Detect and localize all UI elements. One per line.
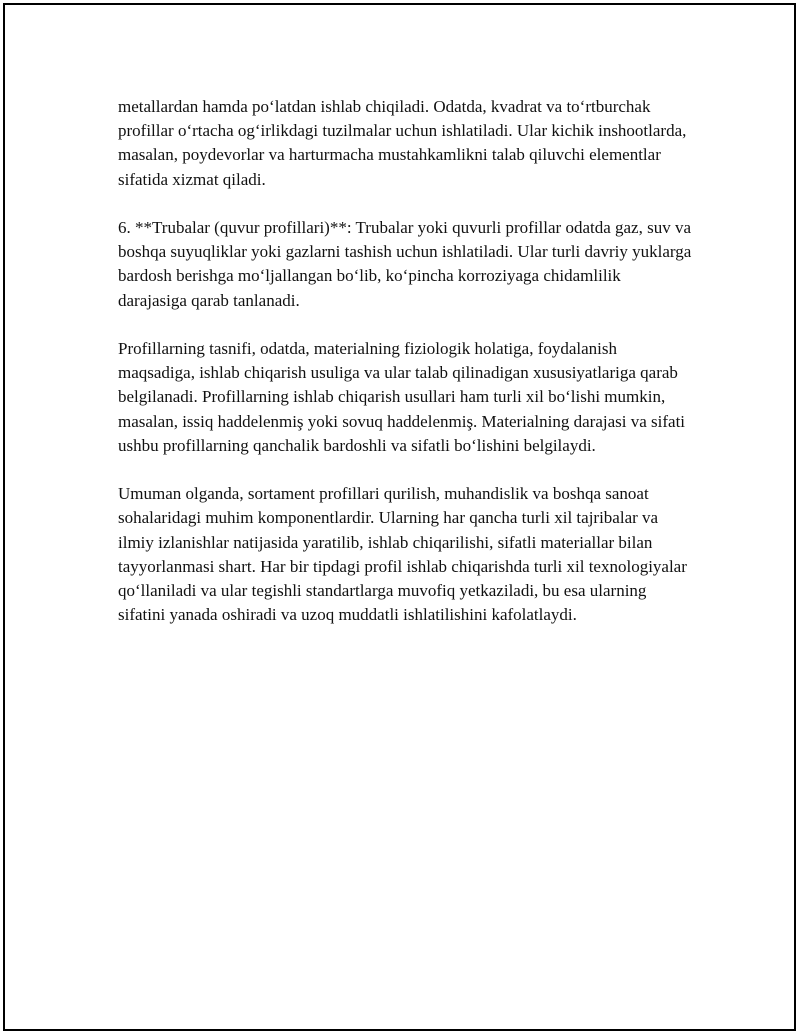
paragraph-tube-profiles: 6. **Trubalar (quvur profillari)**: Trubalar yoki quvurli profillar odatda gaz, suv va boshqa suyuqliklar yoki gazlarni tashish uchun ishlatiladi. Ular turli davriy yuklarga bardosh berishga mo‘ljallangan bo‘lib, ko‘pincha korroziyaga chidamlilik darajasiga qarab tanlanadi. bbox=[118, 218, 692, 310]
document-page bbox=[3, 3, 796, 1031]
paragraph-metal-profiles: metallardan hamda po‘latdan ishlab chiqiladi. Odatda, kvadrat va to‘rtburchak profillar o‘rtacha og‘irlikdagi tuzilmalar uchun ishlatiladi. Ular kichik inshootlarda, masalan, poydevorlar va harturmacha mustahkamlikni talab qiluvchi elementlar sifatida xizmat qiladi. bbox=[118, 97, 687, 189]
paragraph-conclusion: Umuman olganda, sortament profillari qurilish, muhandislik va boshqa sanoat sohalaridagi muhim komponentlardir. Ularning har qancha turli xil tajribalar va ilmiy izlanishlar natijasida yaratilib, ishlab chiqarilishi, sifatli materiallar bilan tayyorlanmasi shart. Har bir tipdagi profil ishlab chiqarishda turli xil texnologiyalar qo‘llaniladi va ular tegishli standartlarga muvofiq yetkaziladi, bu esa ularning sifatini yanada oshiradi va uzoq muddatli ishlatilishini kafolatlaydi. bbox=[118, 484, 687, 625]
document-body bbox=[118, 95, 693, 652]
paragraph-profile-classification: Profillarning tasnifi, odatda, materialning fiziologik holatiga, foydalanish maqsadiga, ishlab chiqarish usuliga va ular talab qilinadigan xususiyatlariga qarab belgilanadi. Profillarning ishlab chiqarish usullari ham turli xil bo‘lishi mumkin, masalan, issiq haddelenmiş yoki sovuq haddelenmiş. Materialning darajasi va sifati ushbu profillarning qanchalik bardoshli va sifatli bo‘lishini belgilaydi. bbox=[118, 339, 686, 455]
